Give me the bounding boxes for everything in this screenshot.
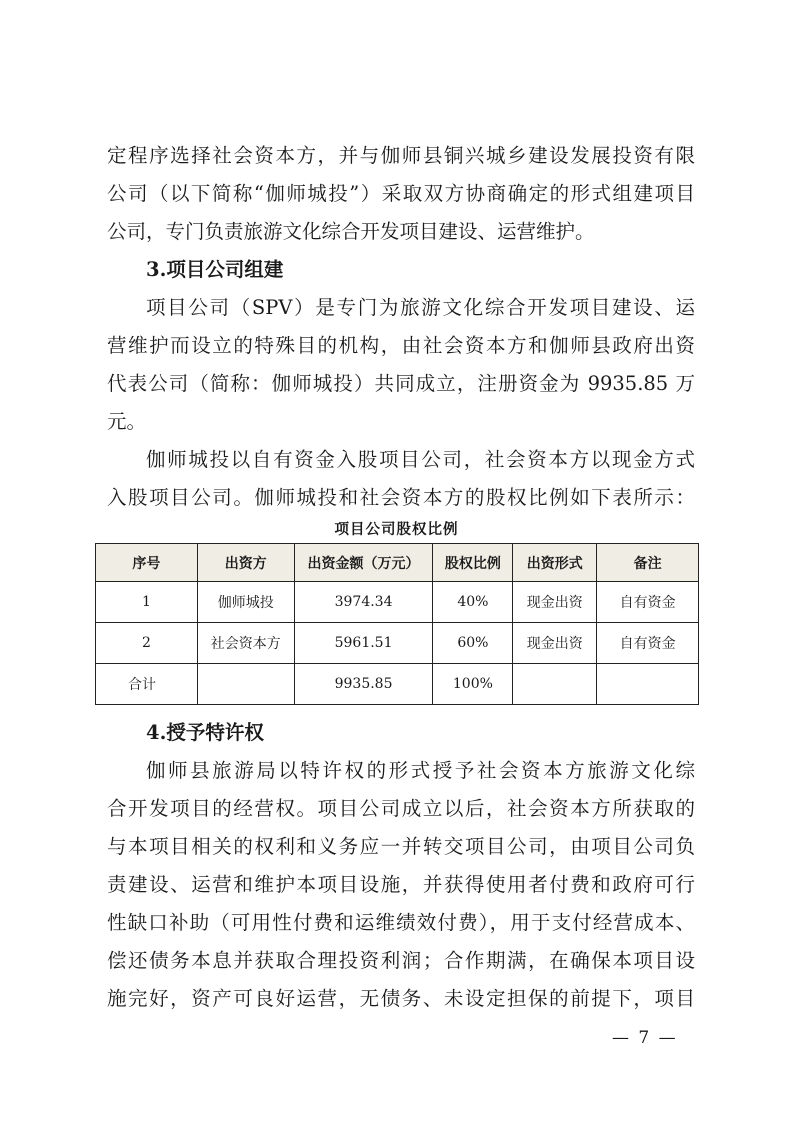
table-caption: 项目公司股权比例 (334, 521, 459, 538)
table-header-row (96, 544, 699, 582)
table-cell: 自有资金 (597, 582, 699, 623)
table-cell: 100% (433, 664, 513, 705)
header-cell: 出资金额（万元） (294, 544, 433, 582)
page-number: — 7 — (612, 1028, 678, 1048)
paragraph-line: 施完好，资产可良好运营，无债务、未设定担保的前提下，项目 (107, 987, 695, 1010)
paragraph-line: 元。 (107, 410, 147, 433)
table-cell: 现金出资 (513, 623, 597, 664)
header-cell: 股权比例 (433, 544, 513, 582)
table-cell: 自有资金 (597, 623, 699, 664)
paragraph-line: 入股项目公司。伽师城投和社会资本方的股权比例如下表所示： (107, 486, 695, 509)
paragraph-line: 伽师县旅游局以特许权的形式授予社会资本方旅游文化综 (146, 759, 695, 782)
paragraph-line: 性缺口补助（可用性付费和运维绩效付费），用于支付经营成本、 (107, 911, 695, 934)
paragraph-line: 偿还债务本息并获取合理投资利润；合作期满，在确保本项目设 (107, 949, 695, 972)
paragraph-line: 项目公司（SPV）是专门为旅游文化综合开发项目建设、运 (146, 296, 695, 319)
header-cell: 备注 (597, 544, 699, 582)
table-cell: 社会资本方 (197, 623, 294, 664)
paragraph-line: 合开发项目的经营权。项目公司成立以后，社会资本方所获取的 (107, 797, 695, 820)
section-heading-4: 4.授予特许权 (146, 721, 264, 744)
table-cell (197, 664, 294, 705)
table-cell: 现金出资 (513, 582, 597, 623)
table-cell (513, 664, 597, 705)
table-cell: 伽师城投 (197, 582, 294, 623)
paragraph-line: 代表公司（简称：伽师城投）共同成立，注册资金为 9935.85 万 (107, 372, 695, 395)
header-cell: 出资形式 (513, 544, 597, 582)
table-cell: 40% (433, 582, 513, 623)
table-cell: 1 (96, 582, 198, 623)
table-cell: 3974.34 (294, 582, 433, 623)
paragraph-line: 与本项目相关的权利和义务应一并转交项目公司，由项目公司负 (107, 835, 695, 858)
table-cell (597, 664, 699, 705)
table-cell: 2 (96, 623, 198, 664)
table-total-row (96, 664, 699, 705)
table-row (96, 623, 699, 664)
section-heading-3: 3.项目公司组建 (146, 258, 284, 281)
table-cell: 5961.51 (294, 623, 433, 664)
paragraph-line: 责建设、运营和维护本项目设施，并获得使用者付费和政府可行 (107, 873, 695, 896)
paragraph-line: 营维护而设立的特殊目的机构，由社会资本方和伽师县政府出资 (107, 334, 695, 357)
paragraph-line: 公司（以下简称“伽师城投”）采取双方协商确定的形式组建项目 (107, 182, 695, 205)
table-cell: 9935.85 (294, 664, 433, 705)
paragraph-line: 公司，专门负责旅游文化综合开发项目建设、运营维护。 (107, 220, 595, 243)
paragraph-line: 定程序选择社会资本方，并与伽师县铜兴城乡建设发展投资有限 (107, 144, 695, 167)
equity-table (95, 543, 699, 705)
table-cell: 60% (433, 623, 513, 664)
table-cell: 合计 (96, 664, 198, 705)
header-cell: 序号 (96, 544, 198, 582)
paragraph-line: 伽师城投以自有资金入股项目公司，社会资本方以现金方式 (146, 448, 695, 471)
header-cell: 出资方 (197, 544, 294, 582)
table-row (96, 582, 699, 623)
